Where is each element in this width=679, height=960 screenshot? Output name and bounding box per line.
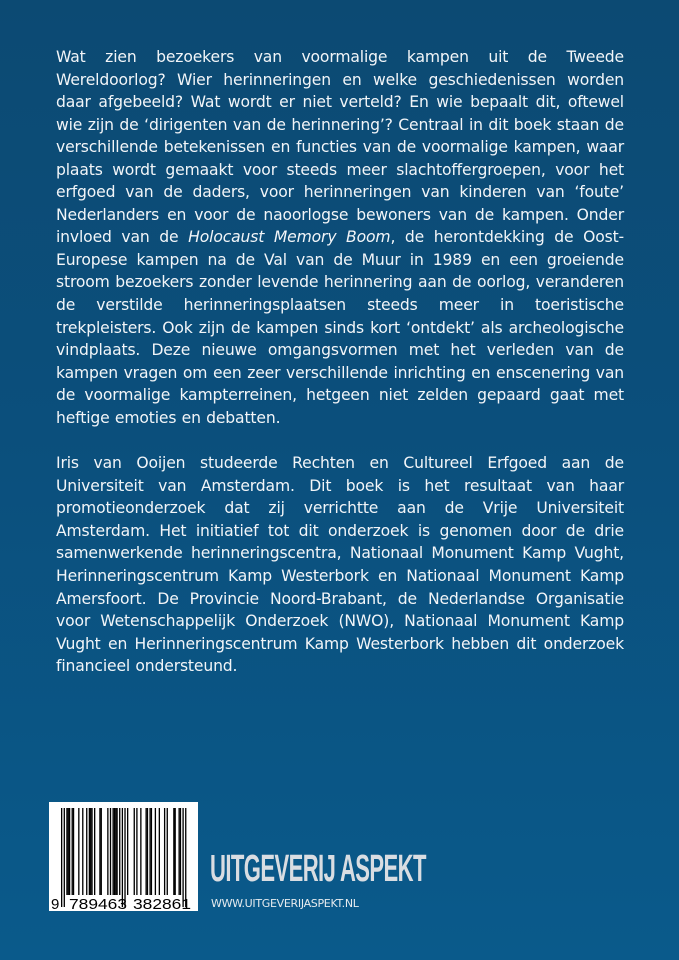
blurb-paragraph-summary <box>56 46 624 429</box>
summary-italic-term: Holocaust Memory Boom <box>188 228 391 247</box>
summary-text-part-2: , de herontdekking de Oost-Europese kampen na de Val van de Muur in 1989 en een groeiende stroom bezoekers zonder levende herinnering aan de oorlog, veranderen de verstilde herinneringsplaatsen steeds meer in toeristische trekpleisters. Ook zijn de kampen sinds kort ‘ontdekt’ als archeologische vindplaats. Deze nieuwe omgangsvormen met het verleden van de kampen vragen om een zeer verschillende inrichting en enscenering van de voormalige kampterreinen, hetgeen niet zelden gepaard gaat met heftige emoties en debatten. <box>56 228 625 427</box>
publisher-url: WWW.UITGEVERIJASPEKT.NL <box>211 897 359 910</box>
barcode-digits <box>49 895 198 911</box>
back-cover-blurb <box>56 46 624 678</box>
barcode-digits-left: 789463 <box>69 896 127 911</box>
publisher-name: UITGEVERIJ ASPEKT <box>210 848 426 890</box>
blurb-paragraph-author-bio: Iris van Ooijen studeerde Rechten en Cultureel Erfgoed aan de Universiteit van Amsterdam. Dit boek is het resultaat van haar promotieonderzoek dat zij verrichtte aan de Vrije Universiteit Amsterdam. Het initiatief tot dit onderzoek is genomen door de drie samenwerkende herinneringscentra, Nationaal Monument Kamp Vught, Herinneringscentrum Kamp Westerbork en Nationaal Monument Kamp Amersfoort. De Provincie Noord-Brabant, de Nederlandse Organisatie voor Wetenschappelijk Onderzoek (NWO), Nationaal Monument Kamp Vught en Herinneringscentrum Kamp Westerbork hebben dit onderzoek financieel ondersteund. <box>56 454 624 676</box>
publisher-logo <box>210 848 582 910</box>
summary-text-part-1: Wat zien bezoekers van voormalige kampen uit de Tweede Wereldoorlog? Wier herinneringen en welke geschiedenissen worden daar afgebeeld? Wat wordt er niet verteld? En wie bepaalt dit, oftewel wie zijn de ‘dirigenten van de herinnering’? Centraal in dit boek staan de verschillende betekenissen en functies van de voormalige kampen, waar plaats wordt gemaakt voor steeds meer slachtoffergroepen, voor het erfgoed van de daders, voor herinneringen van kinderen van ‘foute’ Nederlanders en voor de naoorlogse bewoners van de kampen. Onder invloed van de <box>56 48 624 247</box>
barcode-digit-first: 9 <box>51 896 60 911</box>
isbn-barcode <box>49 802 198 911</box>
barcode-digits-right: 382861 <box>133 896 191 911</box>
